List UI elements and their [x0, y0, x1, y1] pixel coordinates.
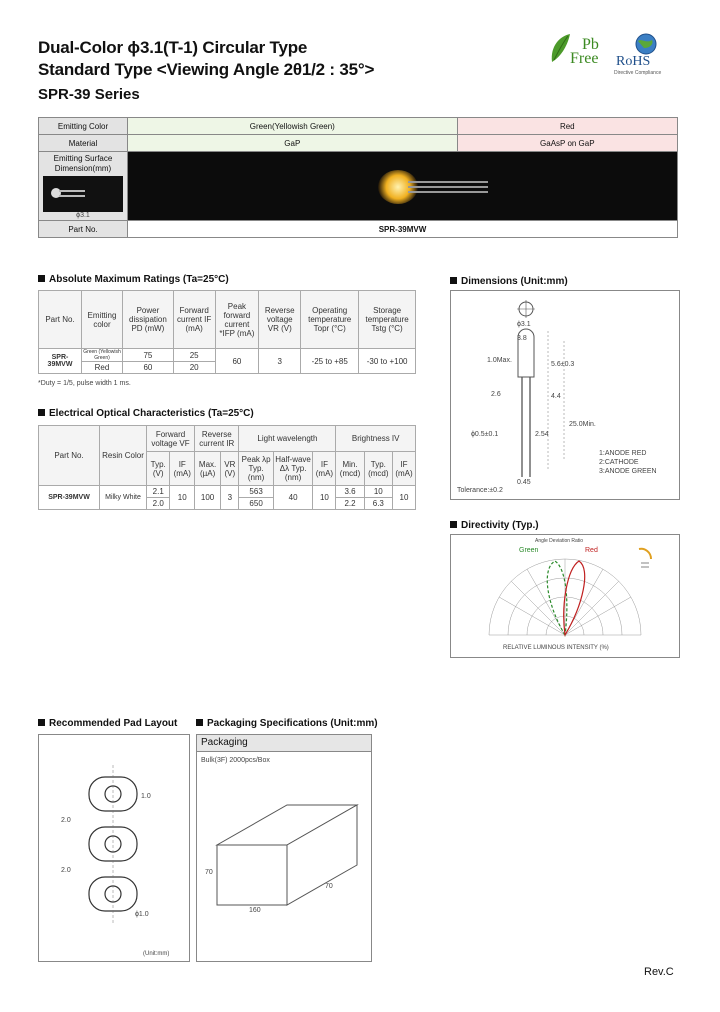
abs-tstg: -30 to +100	[359, 349, 416, 374]
elec-hdr-ir: Reverse current IR	[195, 426, 239, 452]
tolerance: Tolerance:±0.2	[457, 487, 503, 494]
dim-label: 0.45	[517, 479, 531, 486]
free-label: Free	[570, 50, 599, 67]
elec-hdr-part: Part No.	[39, 426, 100, 486]
pb-free-logo	[548, 32, 608, 74]
elec-resin: Milky White	[100, 486, 147, 510]
hdr-tstg: Storage temperature Tstg (°C)	[359, 291, 416, 349]
elec-ir: 100	[195, 486, 221, 510]
dim-label: ϕ3.1	[517, 321, 531, 328]
surface-label: Emitting Surface Dimension(mm)	[53, 154, 113, 173]
hdr-ifp: Peak forward current *IFP (mA)	[215, 291, 259, 349]
material-red: GaAsP on GaP	[457, 135, 677, 152]
pad-title: Recommended Pad Layout	[38, 718, 177, 729]
part-label: Part No.	[39, 221, 128, 238]
abs-topr: -25 to +85	[301, 349, 359, 374]
elec-sub: Half-wave Δλ Typ. (nm)	[273, 452, 313, 486]
elec-vf-green: 2.1	[147, 486, 170, 498]
dim-label: 2.54	[535, 431, 549, 438]
surface-cell	[39, 152, 128, 221]
dims-legend	[599, 449, 657, 476]
elec-min-red: 2.2	[336, 498, 364, 510]
pack-title: Packaging Specifications (Unit:mm)	[196, 718, 378, 729]
hdr-vr: Reverse voltage VR (V)	[259, 291, 301, 349]
elec-sub: Peak λp Typ. (nm)	[239, 452, 273, 486]
revision: Rev.C	[644, 966, 674, 978]
pad-label: ϕ1.0	[135, 911, 149, 918]
pad-label: 2.0	[61, 817, 71, 824]
elec-peak-red: 650	[239, 498, 273, 510]
pad-drawing	[39, 735, 189, 961]
elec-sub: IF (mA)	[170, 452, 195, 486]
series-name: SPR-39 Series	[38, 86, 140, 103]
elec-half: 40	[273, 486, 313, 510]
hdr-if: Forward current IF (mA)	[173, 291, 215, 349]
phi-label: ϕ3.1	[76, 212, 90, 219]
pack-box	[196, 734, 372, 962]
elec-if2: 10	[313, 486, 336, 510]
directivity-box	[450, 534, 680, 658]
pad-label: 2.0	[61, 867, 71, 874]
abs-pd-red: 60	[123, 362, 174, 374]
red-label: Red	[585, 547, 598, 554]
hdr-color: Emitting color	[82, 291, 123, 349]
pad-unit: (Unit:mm)	[143, 951, 170, 957]
rohs-sub: Directive Compliance	[614, 70, 662, 76]
pack-bulk: Bulk(3F) 2000pcs/Box	[201, 757, 270, 764]
legend-item: 2:CATHODE	[599, 459, 639, 466]
dim-label: 1.0Max.	[487, 357, 512, 364]
dims-box	[450, 290, 680, 500]
color-green: Green(Yellowish Green)	[128, 118, 458, 135]
elec-sub: IF (mA)	[392, 452, 415, 486]
elec-sub: Typ. (V)	[147, 452, 170, 486]
abs-max-table	[38, 290, 416, 374]
elec-vf-red: 2.0	[147, 498, 170, 510]
pack-header: Packaging	[197, 735, 371, 752]
dim-label: ϕ0.5±0.1	[471, 431, 499, 438]
dim-label: 3.8	[517, 335, 527, 342]
elec-hdr-vf: Forward voltage VF	[147, 426, 195, 452]
elec-typ-red: 6.3	[364, 498, 392, 510]
pack-dim-w: 160	[249, 907, 261, 914]
elec-peak-green: 563	[239, 486, 273, 498]
spec-table	[38, 117, 678, 238]
elec-sub: VR (V)	[221, 452, 239, 486]
abs-color-green: Green (Yellowish Green)	[83, 349, 121, 361]
rohs-label: RoHS	[616, 54, 651, 69]
dim-label: 2.6	[491, 391, 501, 398]
material-green: GaP	[128, 135, 458, 152]
abs-pd-green: 75	[123, 349, 174, 362]
pad-box	[38, 734, 190, 962]
globe-icon	[626, 32, 666, 56]
elec-sub: Min. (mcd)	[336, 452, 364, 486]
page-subtitle: Standard Type <Viewing Angle 2θ1/2 : 35°>	[38, 60, 375, 79]
elec-title: Electrical Optical Characteristics (Ta=25°C)	[38, 408, 254, 419]
pack-dim-h: 70	[205, 869, 213, 876]
abs-if-red: 20	[173, 362, 215, 374]
part-no: SPR-39MVW	[128, 221, 678, 238]
legend-item: 3:ANODE GREEN	[599, 468, 657, 475]
legend-item: 1:ANODE RED	[599, 450, 647, 457]
abs-if-green: 25	[173, 349, 215, 362]
dim-label: 25.0Min.	[569, 421, 596, 428]
abs-vr: 3	[259, 349, 301, 374]
elec-sub: IF (mA)	[313, 452, 336, 486]
elec-sub: Max. (µA)	[195, 452, 221, 486]
pb-label: Pb	[582, 36, 599, 53]
dim-label: 5.6±0.3	[551, 361, 575, 368]
hdr-part: Part No.	[39, 291, 82, 349]
hdr-pd: Power dissipation PD (mW)	[123, 291, 174, 349]
abs-color-red: Red	[82, 362, 123, 374]
page-title: Dual-Color ϕ3.1(T-1) Circular Type	[38, 38, 308, 57]
x-axis-label: RELATIVE LUMINOUS INTENSITY (%)	[503, 645, 609, 651]
emitting-color-label: Emitting Color	[39, 118, 128, 135]
abs-note: *Duty = 1/5, pulse width 1 ms.	[38, 380, 131, 387]
hdr-topr: Operating temperature Topr (°C)	[301, 291, 359, 349]
directivity-chart	[451, 535, 679, 657]
elec-min-green: 3.6	[336, 486, 364, 498]
dims-title: Dimensions (Unit:mm)	[450, 276, 568, 287]
elec-if3: 10	[392, 486, 415, 510]
dim-label: 4.4	[551, 393, 561, 400]
elec-sub: Typ. (mcd)	[364, 452, 392, 486]
elec-typ-green: 10	[364, 486, 392, 498]
directivity-title: Directivity (Typ.)	[450, 520, 539, 531]
abs-part: SPR-39MVW	[39, 349, 82, 374]
elec-vr: 3	[221, 486, 239, 510]
elec-part: SPR-39MVW	[39, 486, 100, 510]
led-photo	[128, 152, 678, 221]
elec-hdr-resin: Resin Color	[100, 426, 147, 486]
angle-label: Angle Deviation Ratio	[535, 538, 584, 544]
green-label: Green	[519, 547, 539, 554]
elec-hdr-iv: Brightness IV	[336, 426, 416, 452]
elec-hdr-wave: Light wavelength	[239, 426, 336, 452]
elec-table	[38, 425, 416, 510]
color-red: Red	[457, 118, 677, 135]
abs-max-title: Absolute Maximum Ratings (Ta=25°C)	[38, 274, 229, 285]
abs-ifp: 60	[215, 349, 259, 374]
pack-dim-d: 70	[325, 883, 333, 890]
material-label: Material	[39, 135, 128, 152]
box-drawing	[197, 759, 371, 959]
rohs-logo	[612, 32, 684, 76]
pad-label: 1.0	[141, 793, 151, 800]
elec-if1: 10	[170, 486, 195, 510]
led-thumbnail	[43, 176, 123, 212]
